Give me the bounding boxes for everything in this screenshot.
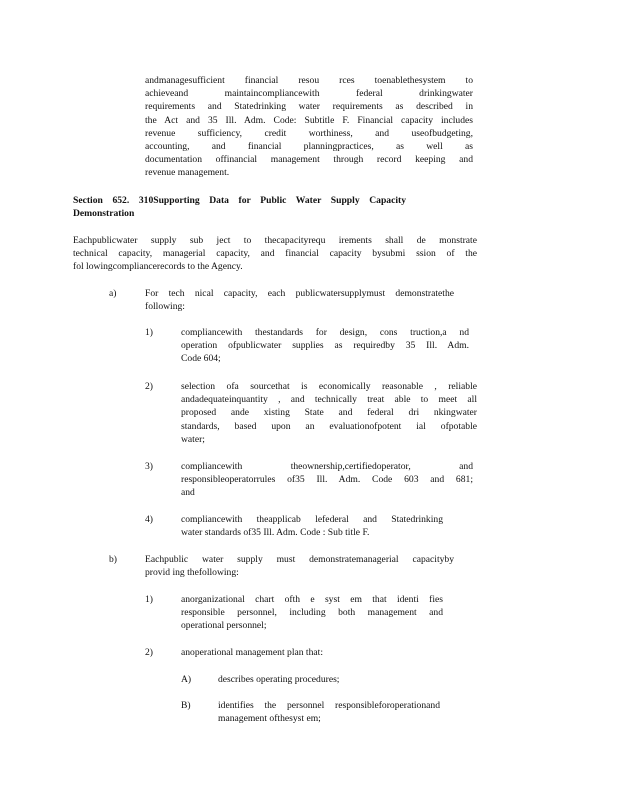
text-line: Eachpublicwater supply sub ject to thecapacityrequ irements shall de monstrate — [73, 235, 477, 246]
text-line: compliancewith thestandards for design, cons truction,a nd — [181, 327, 469, 338]
text-line: Code 604; — [181, 353, 221, 365]
text-line: identifies the personnel responsibleforoperationand — [218, 700, 440, 711]
item-b1-label: 1) — [145, 594, 153, 605]
item-a-text — [145, 287, 454, 313]
text-line: requirements and Statedrinking water requirements as described in — [145, 101, 473, 113]
text-line: achieveand maintaincompliancewith federal drinkingwater — [145, 88, 473, 100]
heading-line: Section 652. 310Supporting Data for Public Water Supply Capacity — [73, 195, 406, 206]
section-heading — [73, 194, 406, 220]
item-a4-text — [181, 513, 443, 539]
text-line: documentation offinancial management through record keeping and — [145, 154, 473, 166]
text-line: technical capacity, managerial capacity, and financial capacity bysubmi ssion of the — [73, 248, 477, 260]
item-a1-text — [181, 326, 469, 366]
item-a2-text — [181, 380, 477, 446]
heading-line: Demonstration — [73, 208, 135, 220]
text-line: responsibleoperatorrules of35 Ill. Adm. Code 603 and 681; — [181, 474, 473, 486]
text-line: anorganizational chart ofth e syst em that identi fies — [181, 594, 443, 605]
item-a4-label: 4) — [145, 514, 153, 525]
item-b2B-label: B) — [181, 700, 191, 711]
intro-paragraph — [73, 234, 477, 274]
text-line: operation ofpublicwater supplies as requiredby 35 Ill. Adm. — [181, 340, 469, 352]
text-line: following: — [145, 301, 185, 313]
text-line: and — [181, 487, 195, 499]
item-b-text — [145, 553, 454, 579]
text-line: describes operating procedures; — [218, 674, 340, 685]
item-a-label: a) — [109, 288, 117, 299]
text-line: the Act and 35 Ill. Adm. Code: Subtitle F. Financial capacity includes — [145, 114, 473, 126]
text-line: water standards of35 Ill. Adm. Code : Sub title F. — [181, 527, 370, 539]
text-line: selection ofa sourcethat is economically reasonable , reliable — [181, 381, 477, 392]
text-line: revenue management. — [145, 167, 230, 179]
item-a3-label: 3) — [145, 461, 153, 472]
item-b2-label: 2) — [145, 647, 153, 658]
item-a2-label: 2) — [145, 381, 153, 392]
text-line: compliancewith theownership,certifiedoperator, and — [181, 461, 473, 472]
text-line: accounting, and financial planningpractices, as well as — [145, 141, 473, 153]
text-line: anoperational management plan that: — [181, 647, 323, 658]
item-b2A-text — [218, 673, 378, 686]
item-b2B-text — [218, 699, 440, 725]
text-line: For tech nical capacity, each publicwatersupplymust demonstratethe — [145, 288, 454, 299]
text-line: management ofthesyst em; — [218, 713, 321, 725]
text-line: water; — [181, 433, 205, 445]
item-a1-label: 1) — [145, 327, 153, 338]
item-b2-text — [181, 646, 381, 659]
continuation-paragraph — [145, 74, 473, 180]
item-b2A-label: A) — [181, 674, 192, 685]
text-line: andadequateinquantity , and technically treat able to meet all — [181, 394, 477, 406]
item-a3-text — [181, 460, 473, 500]
text-line: operational personnel; — [181, 620, 267, 632]
item-b1-text — [181, 593, 443, 633]
text-line: proposed ande xisting State and federal dri nkingwater — [181, 407, 477, 419]
text-line: responsible personnel, including both management and — [181, 607, 443, 619]
text-line: revenue sufficiency, credit worthiness, and useofbudgeting, — [145, 127, 473, 139]
text-line: Eachpublic water supply must demonstratemanagerial capacityby — [145, 554, 454, 565]
text-line: fol lowingcompliancerecords to the Agency. — [73, 261, 243, 273]
text-line: standards, based upon an evaluationofpotent ial ofpotable — [181, 420, 477, 432]
item-b-label: b) — [109, 554, 117, 565]
text-line: provid ing thefollowing: — [145, 567, 239, 579]
text-line: compliancewith theapplicab lefederal and Statedrinking — [181, 514, 443, 525]
text-line: andmanagesufficient financial resou rces toenablethesystem to — [145, 75, 473, 86]
